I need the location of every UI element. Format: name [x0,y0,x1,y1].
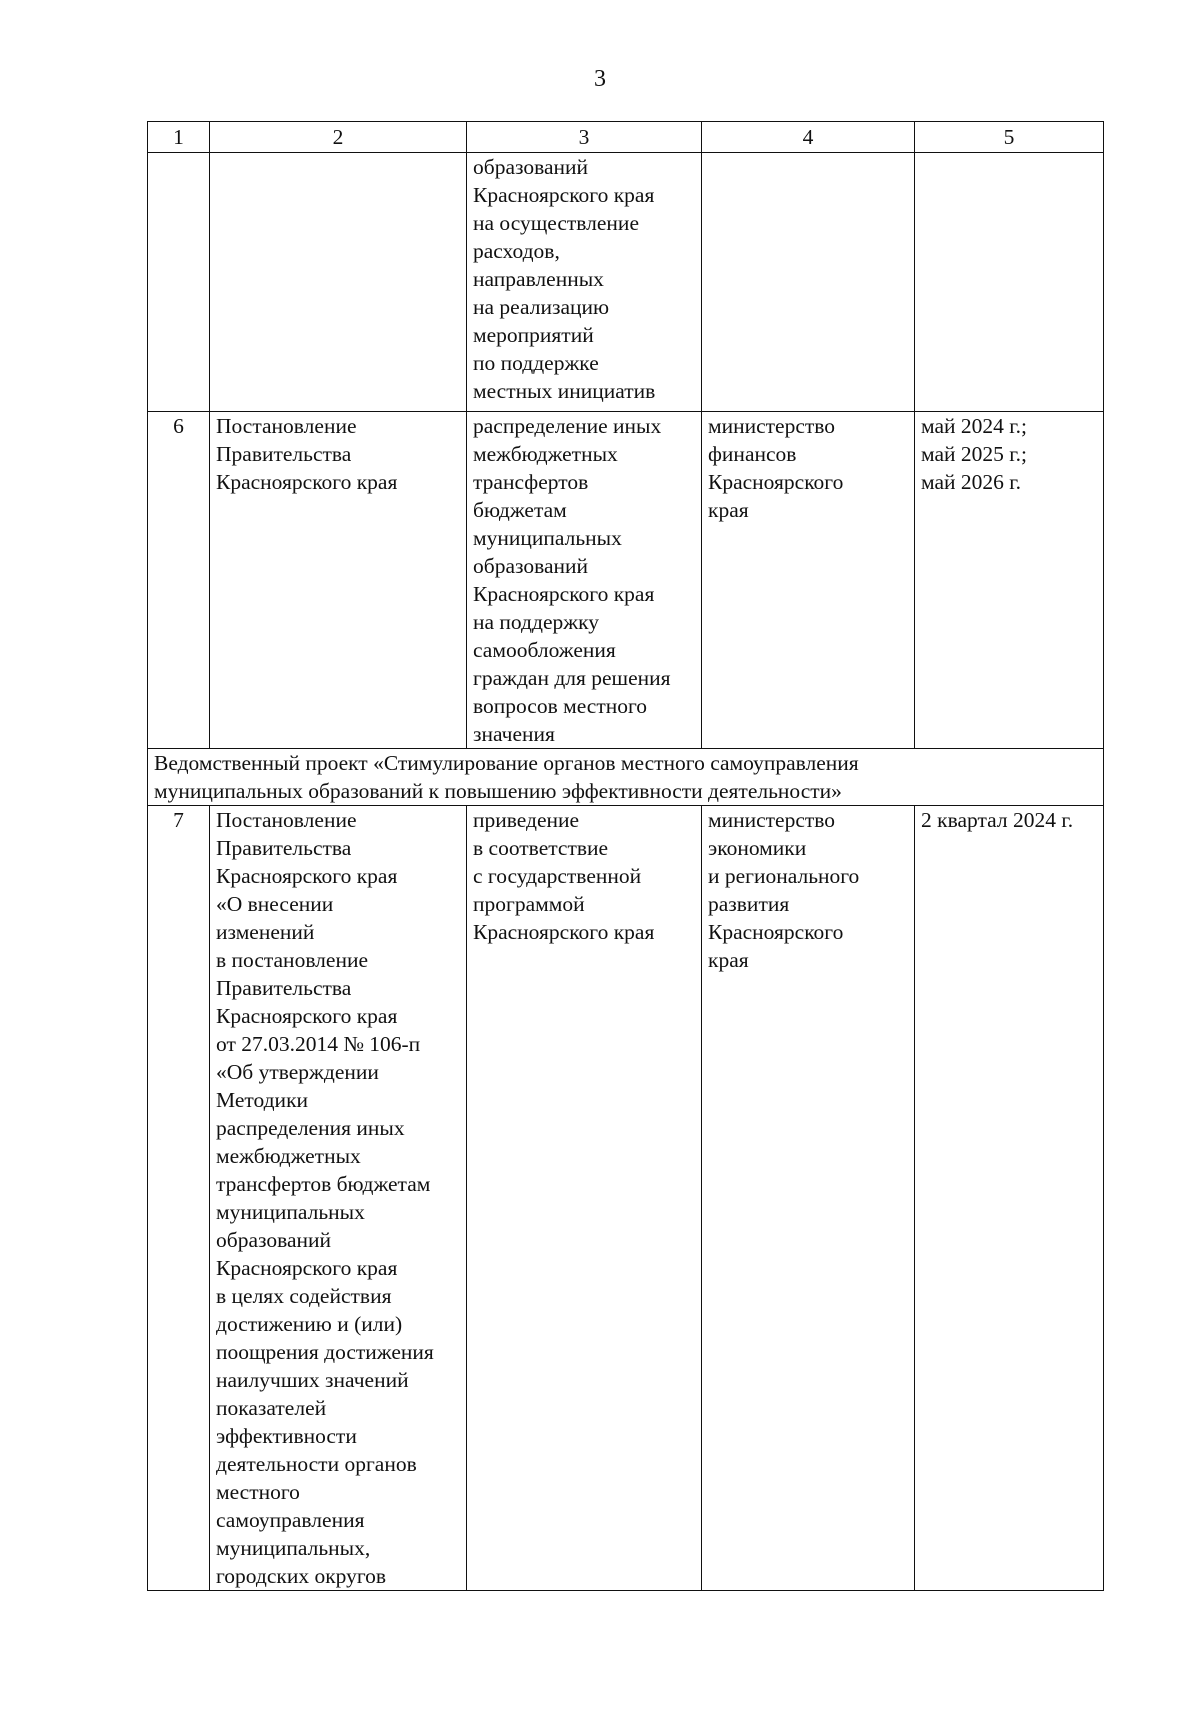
row7-description [467,806,702,1591]
column-number-3: 3 [467,122,702,153]
cell-lines [921,412,1097,496]
text-line: в целях содействия [216,1284,392,1308]
row6-number: 6 [148,412,210,749]
text-line: достижению и (или) [216,1312,403,1336]
text-line: самоуправления [216,1508,365,1532]
column-number-1: 1 [148,122,210,153]
text-line: Красноярского [708,920,844,944]
section-header-row [148,749,1104,806]
row6-responsible [702,412,915,749]
text-line: май 2025 г.; [921,442,1027,466]
text-line: на реализацию [473,295,610,319]
text-line: местных инициатив [473,379,656,403]
text-line: Правительства [216,836,352,860]
text-line: Правительства [216,442,352,466]
cont-cell-number [148,153,210,412]
text-line: май 2024 г.; [921,414,1027,438]
text-line: в соответствие [473,836,609,860]
text-line: края [708,498,749,522]
text-line: распределение иных [473,414,662,438]
text-line: финансов [708,442,797,466]
cell-lines [473,153,695,405]
text-line: министерство [708,808,836,832]
text-line: муниципальных [473,526,622,550]
text-line: Красноярского края [216,864,398,888]
text-line: образований [473,155,589,179]
text-line: и регионального [708,864,860,888]
table-row-6 [148,412,1104,749]
column-number-4: 4 [702,122,915,153]
cell-lines [921,806,1097,834]
text-line: граждан для решения [473,666,671,690]
row7-responsible [702,806,915,1591]
column-number-5: 5 [915,122,1104,153]
cell-lines [216,412,460,496]
text-line: распределения иных [216,1116,405,1140]
text-line: экономики [708,836,807,860]
text-line: Постановление [216,414,357,438]
text-line: эффективности [216,1424,357,1448]
text-line: Красноярского края [216,1256,398,1280]
document-table [147,121,1104,1591]
text-line: трансфертов бюджетам [216,1172,431,1196]
text-line: Красноярского края [216,470,398,494]
text-line: бюджетам [473,498,567,522]
column-number-2: 2 [210,122,467,153]
text-line: трансфертов [473,470,589,494]
text-line: местного [216,1480,300,1504]
text-line: межбюджетных [473,442,618,466]
text-line: деятельности органов [216,1452,417,1476]
text-line: с государственной [473,864,642,888]
row7-document [210,806,467,1591]
text-line: направленных [473,267,604,291]
text-line: образований [216,1228,332,1252]
text-line: городских округов [216,1564,387,1588]
row7-deadline [915,806,1104,1591]
text-line: наилучших значений [216,1368,409,1392]
column-number-header-row [148,122,1104,153]
text-line: министерство [708,414,836,438]
text-line: от 27.03.2014 № 106-п [216,1032,421,1056]
text-line: «О внесении [216,892,334,916]
cell-lines [473,412,695,748]
cont-cell-deadline [915,153,1104,412]
text-line: образований [473,554,589,578]
text-line: по поддержке [473,351,599,375]
text-line: Красноярского края [216,1004,398,1028]
cell-lines [708,806,908,974]
text-line: развития [708,892,790,916]
text-line: края [708,948,749,972]
text-line: Правительства [216,976,352,1000]
text-line: приведение [473,808,580,832]
text-line: расходов, [473,239,560,263]
text-line: Постановление [216,808,357,832]
text-line: вопросов местного [473,694,648,718]
text-line: Ведомственный проект «Стимулирование органов местного самоуправления [154,751,859,775]
table-row-continuation [148,153,1104,412]
row6-description [467,412,702,749]
section-title [148,749,1104,806]
cell-lines [154,749,1097,805]
text-line: программой [473,892,585,916]
text-line: значения [473,722,555,746]
text-line: Красноярского [708,470,844,494]
cell-lines [216,806,460,1590]
text-line: на поддержку [473,610,599,634]
table-row-7 [148,806,1104,1591]
page-number: 3 [594,66,606,92]
row7-number: 7 [148,806,210,1591]
text-line: самообложения [473,638,616,662]
text-line: Красноярского края [473,920,655,944]
text-line: мероприятий [473,323,594,347]
cell-lines [708,412,908,524]
text-line: межбюджетных [216,1144,361,1168]
text-line: изменений [216,920,315,944]
text-line: поощрения достижения [216,1340,434,1364]
text-line: Красноярского края [473,582,655,606]
text-line: Методики [216,1088,309,1112]
row6-document [210,412,467,749]
text-line: муниципальных [216,1200,365,1224]
cell-lines [473,806,695,946]
cont-cell-document [210,153,467,412]
row6-deadline [915,412,1104,749]
cont-cell-description [467,153,702,412]
cont-cell-responsible [702,153,915,412]
text-line: в постановление [216,948,369,972]
text-line: май 2026 г. [921,470,1022,494]
text-line: на осуществление [473,211,639,235]
text-line: Красноярского края [473,183,655,207]
text-line: муниципальных образований к повышению эффективности деятельности» [154,779,842,803]
text-line: 2 квартал 2024 г. [921,808,1074,832]
text-line: показателей [216,1396,327,1420]
text-line: «Об утверждении [216,1060,379,1084]
text-line: муниципальных, [216,1536,371,1560]
